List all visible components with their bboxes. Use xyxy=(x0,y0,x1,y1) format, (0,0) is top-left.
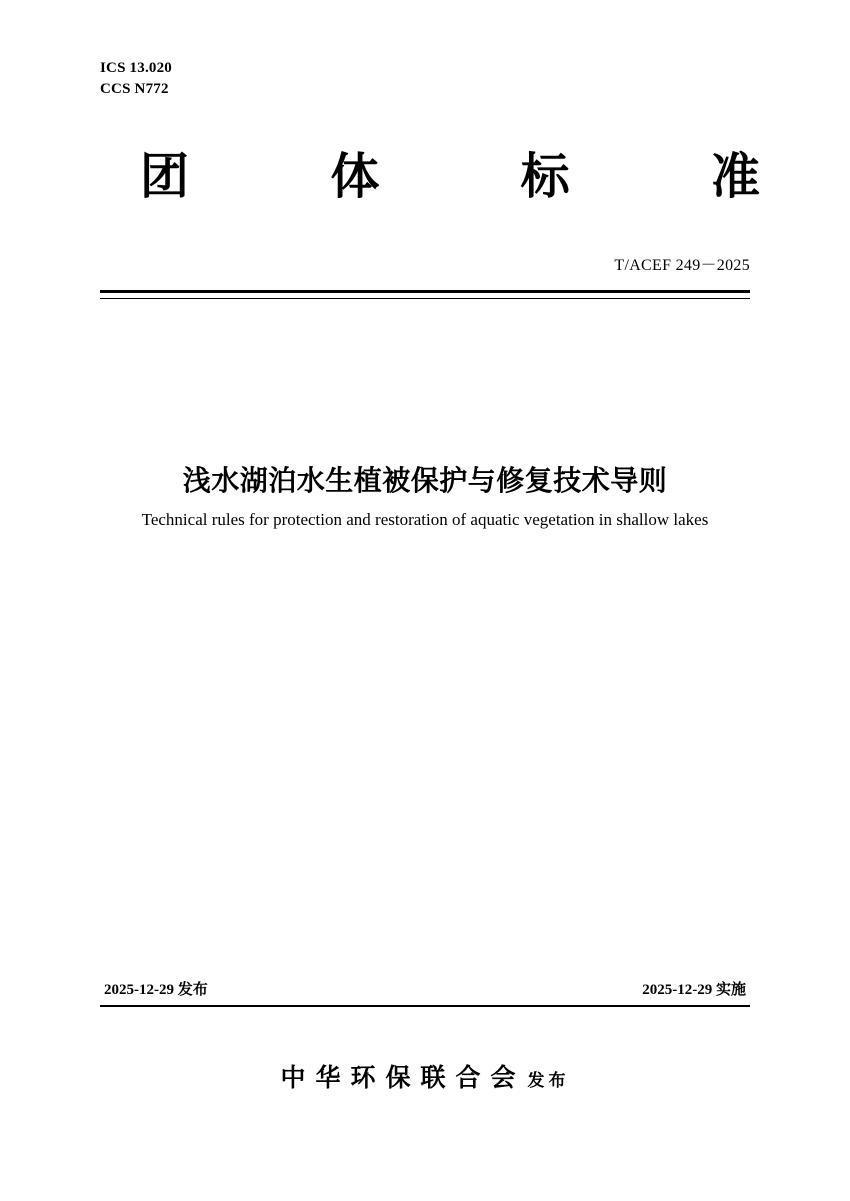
publisher-verb: 发布 xyxy=(527,1071,570,1091)
publisher-line xyxy=(0,1058,850,1094)
document-title-chinese: 浅水湖泊水生植被保护与修复技术导则 xyxy=(182,464,668,497)
document-title-english: Technical rules for protection and restoration of aquatic vegetation in shallow lakes xyxy=(141,510,709,529)
implementation-date: 2025-12-29 实施 xyxy=(642,982,746,998)
standard-number: T/ACEF 249－2025 xyxy=(614,257,750,274)
banner-char-1: 团 xyxy=(140,148,190,205)
divider-bottom xyxy=(100,1005,750,1007)
ics-classification-block xyxy=(100,58,172,100)
publisher-organization: 中华环保联合会 xyxy=(280,1063,526,1092)
divider-thin-top xyxy=(100,298,750,299)
banner-char-3: 标 xyxy=(520,148,570,205)
banner-char-2: 体 xyxy=(330,148,380,205)
ics-code: ICS 13.020 xyxy=(100,60,173,76)
banner-char-4: 准 xyxy=(710,148,760,205)
banner-title xyxy=(140,148,760,206)
divider-thick-top xyxy=(100,290,750,293)
issue-date: 2025-12-29 发布 xyxy=(104,982,208,998)
ccs-code: CCS N772 xyxy=(100,81,169,97)
